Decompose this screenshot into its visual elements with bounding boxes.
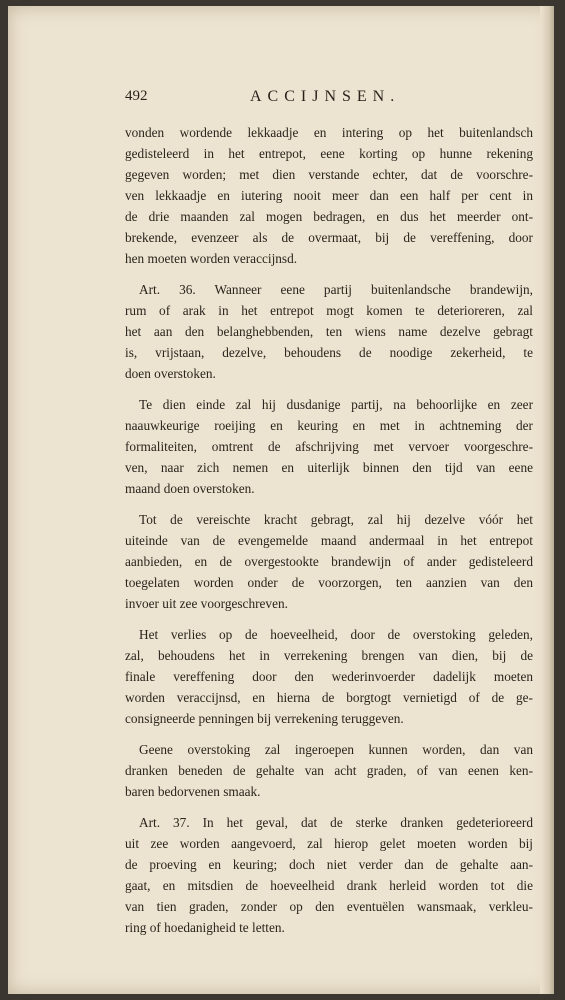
text-line: baren bedorvenen smaak. xyxy=(125,784,261,799)
text-line: maand doen overstoken. xyxy=(125,481,255,496)
text-line: gedisteleerd in het entrepot, eene korting op hunne rekening xyxy=(125,146,533,161)
text-line: uit zee worden aangevoerd, zal hierop gelet moeten worden bij xyxy=(125,836,533,851)
text-line: is, vrijstaan, dezelve, behoudens de noodige zekerheid, te xyxy=(125,345,533,360)
page-header xyxy=(8,88,554,112)
paragraph xyxy=(125,624,533,729)
text-line: Tot de vereischte kracht gebragt, zal hij dezelve vóór het xyxy=(139,512,533,527)
text-line: het aan den belanghebbenden, ten wiens name dezelve gebragt xyxy=(125,324,533,339)
text-line: brekende, evenzeer als de overmaat, bij de vereffening, door xyxy=(125,230,533,245)
text-line: Te dien einde zal hij dusdanige partij, na behoorlijke en zeer xyxy=(139,397,533,412)
paragraph xyxy=(125,509,533,614)
paragraph xyxy=(125,739,533,802)
paragraph xyxy=(125,394,533,499)
text-line: hen moeten worden veraccijnsd. xyxy=(125,251,298,266)
text-line: invoer uit zee voorgeschreven. xyxy=(125,596,288,611)
text-line: dranken beneden de gehalte van acht graden, of van eenen ken- xyxy=(125,763,533,778)
text-line: rum of arak in het entrepot mogt komen te deterioreren, zal xyxy=(125,303,533,318)
text-line: consigneerde penningen bij verrekening teruggeven. xyxy=(125,711,404,726)
text-line: worden veraccijnsd, en hierna de borgtogt vernietigd of de ge- xyxy=(125,690,533,705)
text-line: Art. 37. In het geval, dat de sterke dranken gedeterioreerd xyxy=(139,815,533,830)
text-line: ven lekkaadje en iutering nooit meer dan een half per cent in xyxy=(125,188,533,203)
text-line: van tien graden, zonder op den eventuëlen wansmaak, verkleu- xyxy=(125,899,533,914)
text-line: zal, behoudens het in verrekening brengen van dien, bij de xyxy=(125,648,533,663)
text-line: doen overstoken. xyxy=(125,366,216,381)
text-line: Geene overstoking zal ingeroepen kunnen worden, dan van xyxy=(139,742,533,757)
text-line: Art. 36. Wanneer eene partij buitenlandsche brandewijn, xyxy=(139,282,533,297)
text-line: aanbieden, en de overgestookte brandewijn of ander gedisteleerd xyxy=(125,554,533,569)
text-line: Het verlies op de hoeveelheid, door de overstoking geleden, xyxy=(139,627,533,642)
text-line: ven, naar zich nemen en uiterlijk binnen den tijd van eene xyxy=(125,460,533,475)
text-line: naauwkeurige roeijing en keuring en met in achtneming der xyxy=(125,418,533,433)
text-line: finale vereffening door den wederinvoerder dadelijk moeten xyxy=(125,669,533,684)
page-gutter xyxy=(540,6,554,994)
page-number: 492 xyxy=(125,88,148,104)
paragraph-art-37 xyxy=(125,812,533,938)
text-line: uiteinde van de evengemelde maand andermaal in het entrepot xyxy=(125,533,533,548)
text-line: gegeven worden; met dien verstande echter, dat de voorschre- xyxy=(125,167,533,182)
text-line: toegelaten worden onder de voorzorgen, ten aanzien van den xyxy=(125,575,533,590)
text-line: formaliteiten, omtrent de afschrijving met vervoer voorgeschre- xyxy=(125,439,533,454)
body-text xyxy=(125,122,533,948)
text-line: vonden wordende lekkaadje en intering op het buitenlandsch xyxy=(125,125,533,140)
text-line: de proeving en keuring; doch niet verder dan de gehalte aan- xyxy=(125,857,533,872)
book-page xyxy=(8,6,554,994)
text-line: gaat, en mitsdien de hoeveelheid drank herleid worden tot die xyxy=(125,878,533,893)
paragraph xyxy=(125,122,533,269)
text-line: de drie maanden zal mogen bedragen, en dus het meerder ont- xyxy=(125,209,533,224)
paragraph-art-36 xyxy=(125,279,533,384)
running-title: ACCIJNSEN. xyxy=(250,88,401,105)
text-line: ring of hoedanigheid te letten. xyxy=(125,920,285,935)
